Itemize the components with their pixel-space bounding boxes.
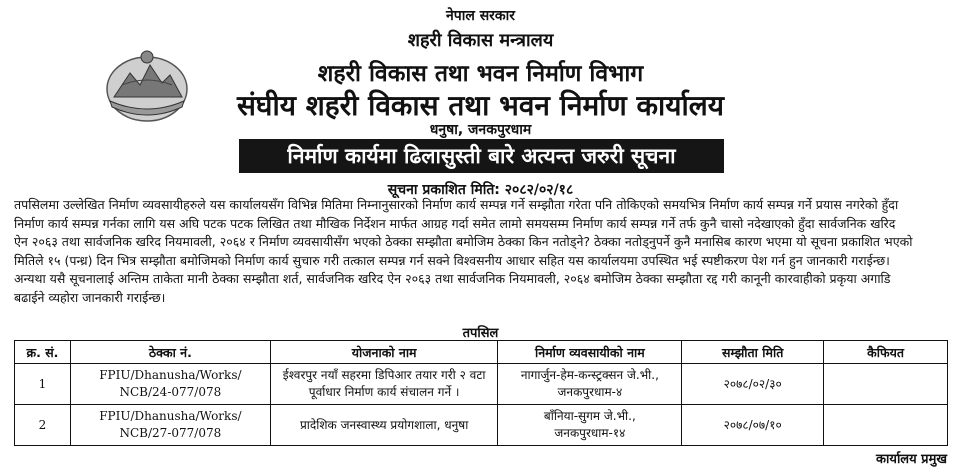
project-line: ईश्वरपुर नयाँ सहरमा डिपिआर तयार गरी २ वटा: [282, 368, 486, 382]
signature: कार्यालय प्रमुख: [876, 452, 947, 467]
header-office: संघीय शहरी विकास तथा भवन निर्माण कार्यालय: [237, 89, 724, 122]
header-department: शहरी विकास तथा भवन निर्माण विभाग: [317, 61, 644, 87]
header-line-1: नेपाल सरकार: [445, 8, 515, 24]
cell-contract-no: [70, 405, 270, 446]
contract-no-line: NCB/27-077/078: [119, 426, 222, 440]
contract-no-line: FPIU/Dhanusha/Works/: [99, 409, 242, 423]
body-line: तपसिलमा उल्लेखित निर्माण व्यवसायीहरुले यस कार्यालयसँग विभिन्न मितिमा निम्नानुसारको निर्माण कार्य सम्पन्न गर्ने सम्झौता गरेता पनि तोकिएको समयभित्र निर्माण कार्य सम्पन्न गर्ने प्रयास नगरेको हुँदा: [14, 197, 899, 212]
contractor-line: जनकपुरधाम-१४: [554, 426, 626, 440]
cell-project: [270, 364, 498, 405]
project-line: पूर्वाधार निर्माण कार्य संचालन गर्ने ।: [308, 385, 460, 399]
body-line: बढाईने व्यहोरा जानकारी गराईन्छ।: [14, 289, 166, 305]
cell-remarks: [824, 364, 948, 405]
col-header: क्र. सं.: [15, 341, 71, 364]
project-line: प्रादेशिक जनस्वास्थ्य प्रयोगशाला, धनुषा: [299, 417, 469, 432]
contractor-line: जनकपुरधाम-४: [557, 385, 623, 399]
col-header: योजनाको नाम: [270, 341, 498, 364]
cell-contract-no: [70, 364, 270, 405]
notice-banner: निर्माण कार्यमा ढिलासुस्ती बारे अत्यन्त जरुरी सूचना: [239, 139, 724, 173]
body-line: ऐन २०६३ तथा सार्वजनिक खरिद नियमावली, २०६४ र निर्माण व्यवसायीसँग भएको ठेक्का सम्झौता बमोजिम ठेक्का किन नतोड्ने? ठेक्का नतोड्नुपर्ने कुनै मनासिब कारण भएमा यो सूचना प्रकाशित भएको: [14, 234, 913, 250]
contractor-line: बाँनिया-सुगम जे.भी.,: [543, 409, 636, 423]
header-ministry: शहरी विकास मन्त्रालय: [407, 30, 554, 51]
contract-no-line: NCB/24-077/078: [119, 385, 222, 399]
table-header-row: [15, 341, 948, 364]
cell-project: [270, 405, 498, 446]
notice-date: सूचना प्रकाशित मिति: २०८२/०२/१८: [387, 182, 574, 198]
table-row: [15, 405, 948, 446]
table-row: [15, 364, 948, 405]
col-header: सम्झौता मिति: [682, 341, 824, 364]
cell-contractor: [498, 405, 682, 446]
cell-remarks: [824, 405, 948, 446]
cell-date: २०७८/०२/३०: [682, 364, 824, 405]
contracts-table: [14, 340, 948, 446]
col-header: ठेक्का नं.: [70, 341, 270, 364]
body-line: निर्माण कार्य सम्पन्न गर्नका लागि यस अघि पटक पटक लिखित तथा मौखिक निर्देशन मार्फत आग्रह गर्दा समेत लामो समयसम्म निर्माण कार्य सम्पन्न गर्ने तर्फ कुनै चासो नदेखाएको हुँदा सार्वजनिक खरिद: [14, 215, 896, 231]
header-location: धनुषा, जनकपुरधाम: [429, 122, 532, 138]
cell-sn: 1: [15, 364, 71, 405]
col-header: कैफियत: [824, 341, 948, 364]
contractor-line: नागार्जुन-हेम-कन्स्ट्रक्सन जे.भी.,: [520, 368, 659, 382]
body-line: अन्यथा यसै सूचनालाई अन्तिम ताकेता मानी ठेक्का सम्झौता शर्त, सार्वजनिक खरिद ऐन २०६३ तथा सार्वजनिक नियमावली, २०६४ बमोजिम ठेक्का सम्झौता रद्द गरी कानूनी कारवाहीको प्रकृया अगाडि: [14, 271, 891, 287]
cell-date: २०७८/०७/१०: [682, 405, 824, 446]
contract-no-line: FPIU/Dhanusha/Works/: [99, 368, 242, 382]
table-title: तपसिल: [462, 326, 499, 341]
notice-body: [14, 196, 948, 308]
col-header: निर्माण व्यवसायीको नाम: [498, 341, 682, 364]
body-line: मितिले १५ (पन्ध्र) दिन भित्र सम्झौता बमोजिमको निर्माण कार्य सुचारु गरी तत्काल सम्पन्न गर्न सक्ने विश्वसनीय आधार सहित यस कार्यालयमा उपस्थित भई स्पष्टीकरण पेश गर्न हुन जानकारी गराईन्छ।: [14, 252, 890, 268]
cell-contractor: [498, 364, 682, 405]
cell-sn: 2: [15, 405, 71, 446]
